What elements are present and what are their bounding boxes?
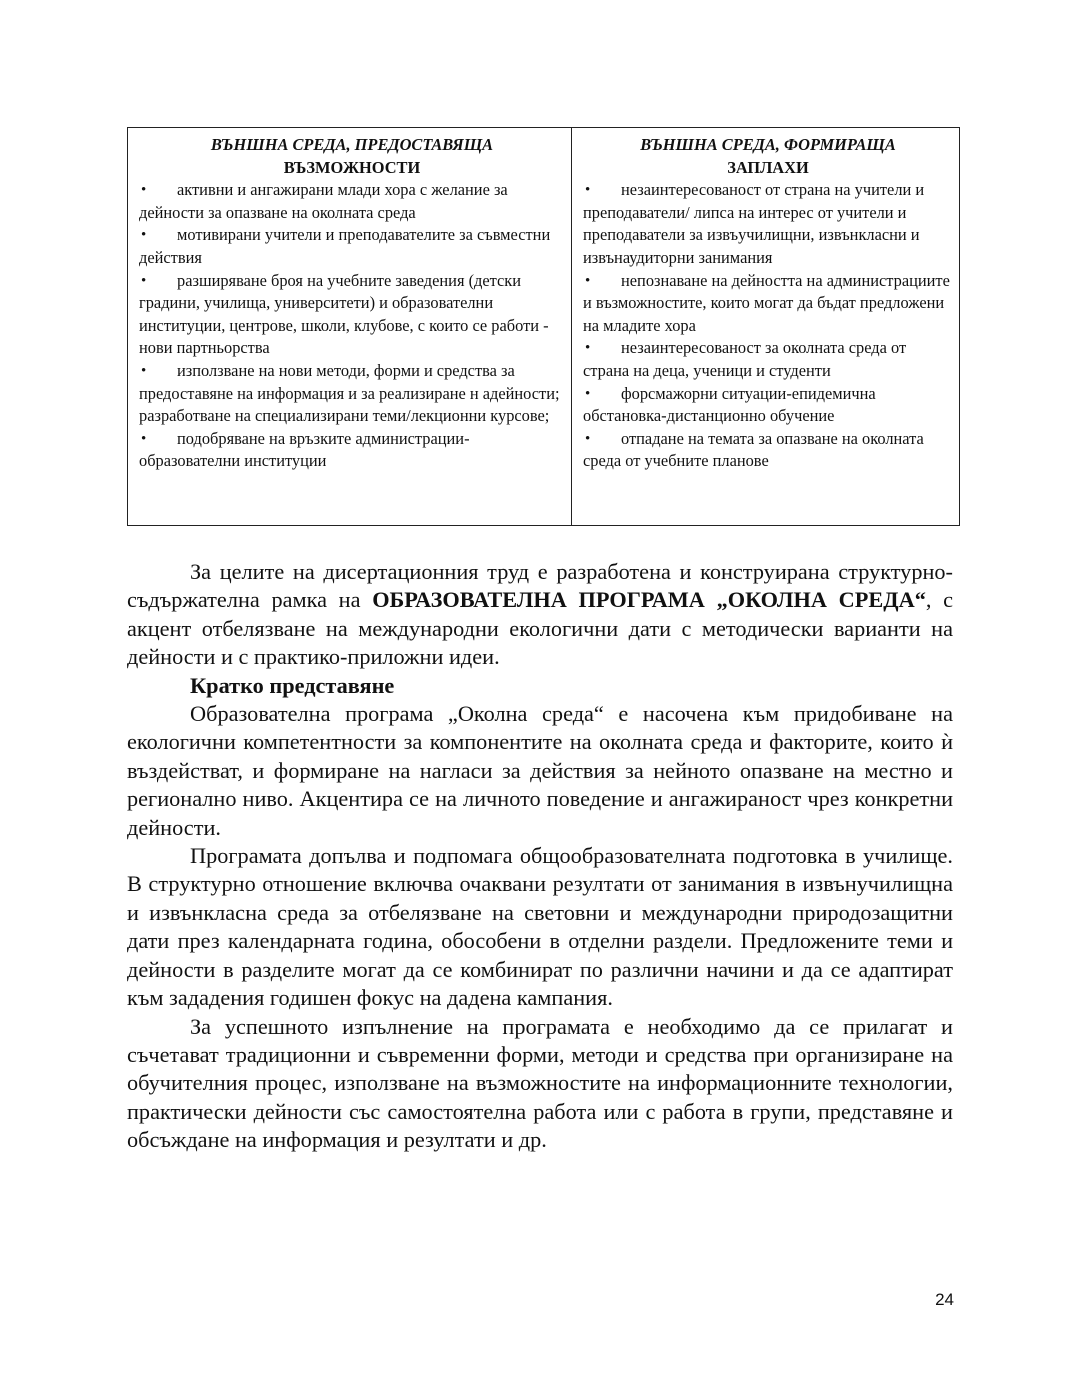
opportunities-column xyxy=(128,128,572,526)
bullet-icon: • xyxy=(585,272,591,289)
threats-heading-line2: ЗАПЛАХИ xyxy=(727,157,809,177)
threats-column xyxy=(572,128,960,526)
page-number: 24 xyxy=(935,1290,954,1309)
bullet-icon: • xyxy=(141,362,147,379)
swot-table-row xyxy=(128,128,960,526)
body-text xyxy=(127,558,953,1155)
paragraph-3: За успешното изпълнение на програмата е необходимо да се прилагат и съчетават традиционни и съвременни форми, методи и средства при организиране на обучителния процес, използване на възможностите на информационните технологии, практически дейности със самостоятелна работа или с работа в групи, представяне и обсъждане на информация и резултати и др. xyxy=(127,1013,953,1153)
list-item: • незаинтересованост за околната среда от страна на деца, ученици и студенти xyxy=(583,338,907,380)
list-item: • използване на нови методи, форми и средства за предоставяне на информация и за реализиране н адейности; разработване на специализирани теми/лекционни курсове; xyxy=(139,360,560,426)
list-item: • отпадане на темата за опазване на околната среда от учебните планове xyxy=(583,428,924,471)
bullet-icon: • xyxy=(585,182,591,199)
opportunities-heading xyxy=(139,134,565,179)
bullet-icon: • xyxy=(141,430,147,447)
list-item: • разширяване броя на учебните заведения (детски градини, училища, университети) и образователни институции, центрове, школи, клубове, с които се работи - нови партньорства xyxy=(139,270,549,358)
bullet-icon: • xyxy=(585,340,591,357)
swot-table xyxy=(127,127,960,526)
bullet-icon: • xyxy=(141,182,147,199)
program-title: ОБРАЗОВАТЕЛНА ПРОГРАМА „ОКОЛНА СРЕДА“ xyxy=(372,587,926,613)
list-item: • незаинтересованост от страна на учители и преподаватели/ липса на интерес от учители и преподаватели за извъучилищни, извънкласни и извънаудиторни занимания xyxy=(583,180,925,267)
bullet-icon: • xyxy=(585,430,591,447)
bullet-icon: • xyxy=(585,385,591,402)
bullet-icon: • xyxy=(141,227,147,244)
threats-heading-line1: ВЪНШНА СРЕДА, ФОРМИРАЩА xyxy=(640,135,896,154)
opportunities-heading-line2: ВЪЗМОЖНОСТИ xyxy=(283,157,421,177)
threats-heading xyxy=(583,134,953,179)
bullet-icon: • xyxy=(141,272,147,289)
list-item: • подобряване на връзките администрации-образователни институции xyxy=(139,428,470,471)
list-item: • непознаване на дейността на администрациите и възможностите, които могат да бъдат предложени на младите хора xyxy=(583,270,950,335)
list-item: • форсмажорни ситуации-епидемична обстановка-дистанционно обучение xyxy=(583,383,876,426)
intro-paragraph: За целите на дисертационния труд е разработена и конструирана структурно-съдържателна рамка на ОБРАЗОВАТЕЛНА ПРОГРАМА „ОКОЛНА СРЕДА“, с акцент отбелязване на международни екологични дати с методически варианти на дейности и с практико-приложни идеи. xyxy=(127,559,953,670)
list-item: • активни и ангажирани млади хора с желание за дейности за опазване на околната среда xyxy=(139,180,508,222)
paragraph-2: Програмата допълва и подпомага общообразователната подготовка в училище. В структурно отношение включва очаквани резултати от занимания в извънучилищна и извънкласна среда за отбелязване на световни и международни природозащитни дати през календарната година, обособени в отделни раздели. Предложените теми и дейности в разделите могат да се комбинират по различни начини и да се адаптират към зададения годишен фокус на дадена кампания. xyxy=(127,843,953,1011)
threats-list xyxy=(583,179,953,473)
section-heading: Кратко представяне xyxy=(190,672,395,698)
list-item: • мотивирани учители и преподавателите за съвместни действия xyxy=(139,225,551,267)
paragraph-1: Образователна програма „Околна среда“ е насочена към придобиване на екологични компетентности за компонентите на околната среда и факторите, които ѝ въздействат, и формиране на нагласи за действия за нейното опазване на местно и регионално ниво. Акцентира се на личното поведение и ангажираност чрез конкретни дейности. xyxy=(127,701,953,840)
opportunities-list xyxy=(139,179,565,473)
opportunities-heading-line1: ВЪНШНА СРЕДА, ПРЕДОСТАВЯЩА xyxy=(210,135,494,154)
